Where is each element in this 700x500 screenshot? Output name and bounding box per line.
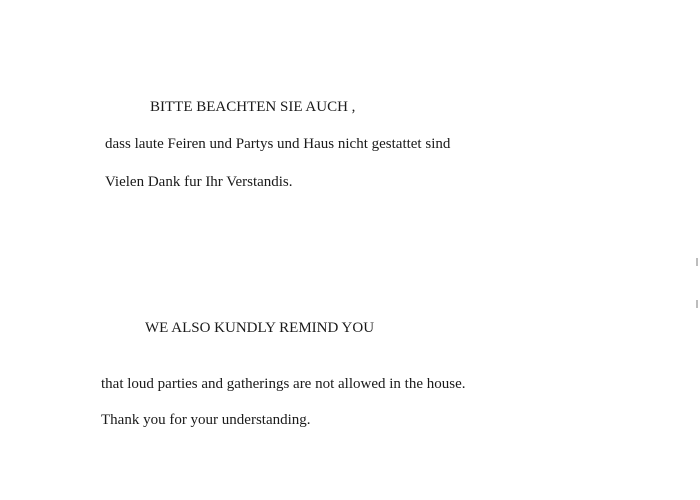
scan-edge-mark	[696, 300, 698, 308]
german-thanks-text: Vielen Dank fur Ihr Verstandis.	[105, 174, 293, 190]
german-heading: BITTE BEACHTEN SIE AUCH ,	[150, 99, 356, 115]
english-rule-text: that loud parties and gatherings are not allowed in the house.	[101, 376, 466, 392]
english-heading: WE ALSO KUNDLY REMIND YOU	[145, 320, 375, 336]
german-rule-text: dass laute Feiren und Partys und Haus nicht gestattet sind	[105, 136, 451, 152]
scan-edge-mark	[696, 258, 698, 266]
english-thanks-text: Thank you for your understanding.	[101, 412, 311, 428]
